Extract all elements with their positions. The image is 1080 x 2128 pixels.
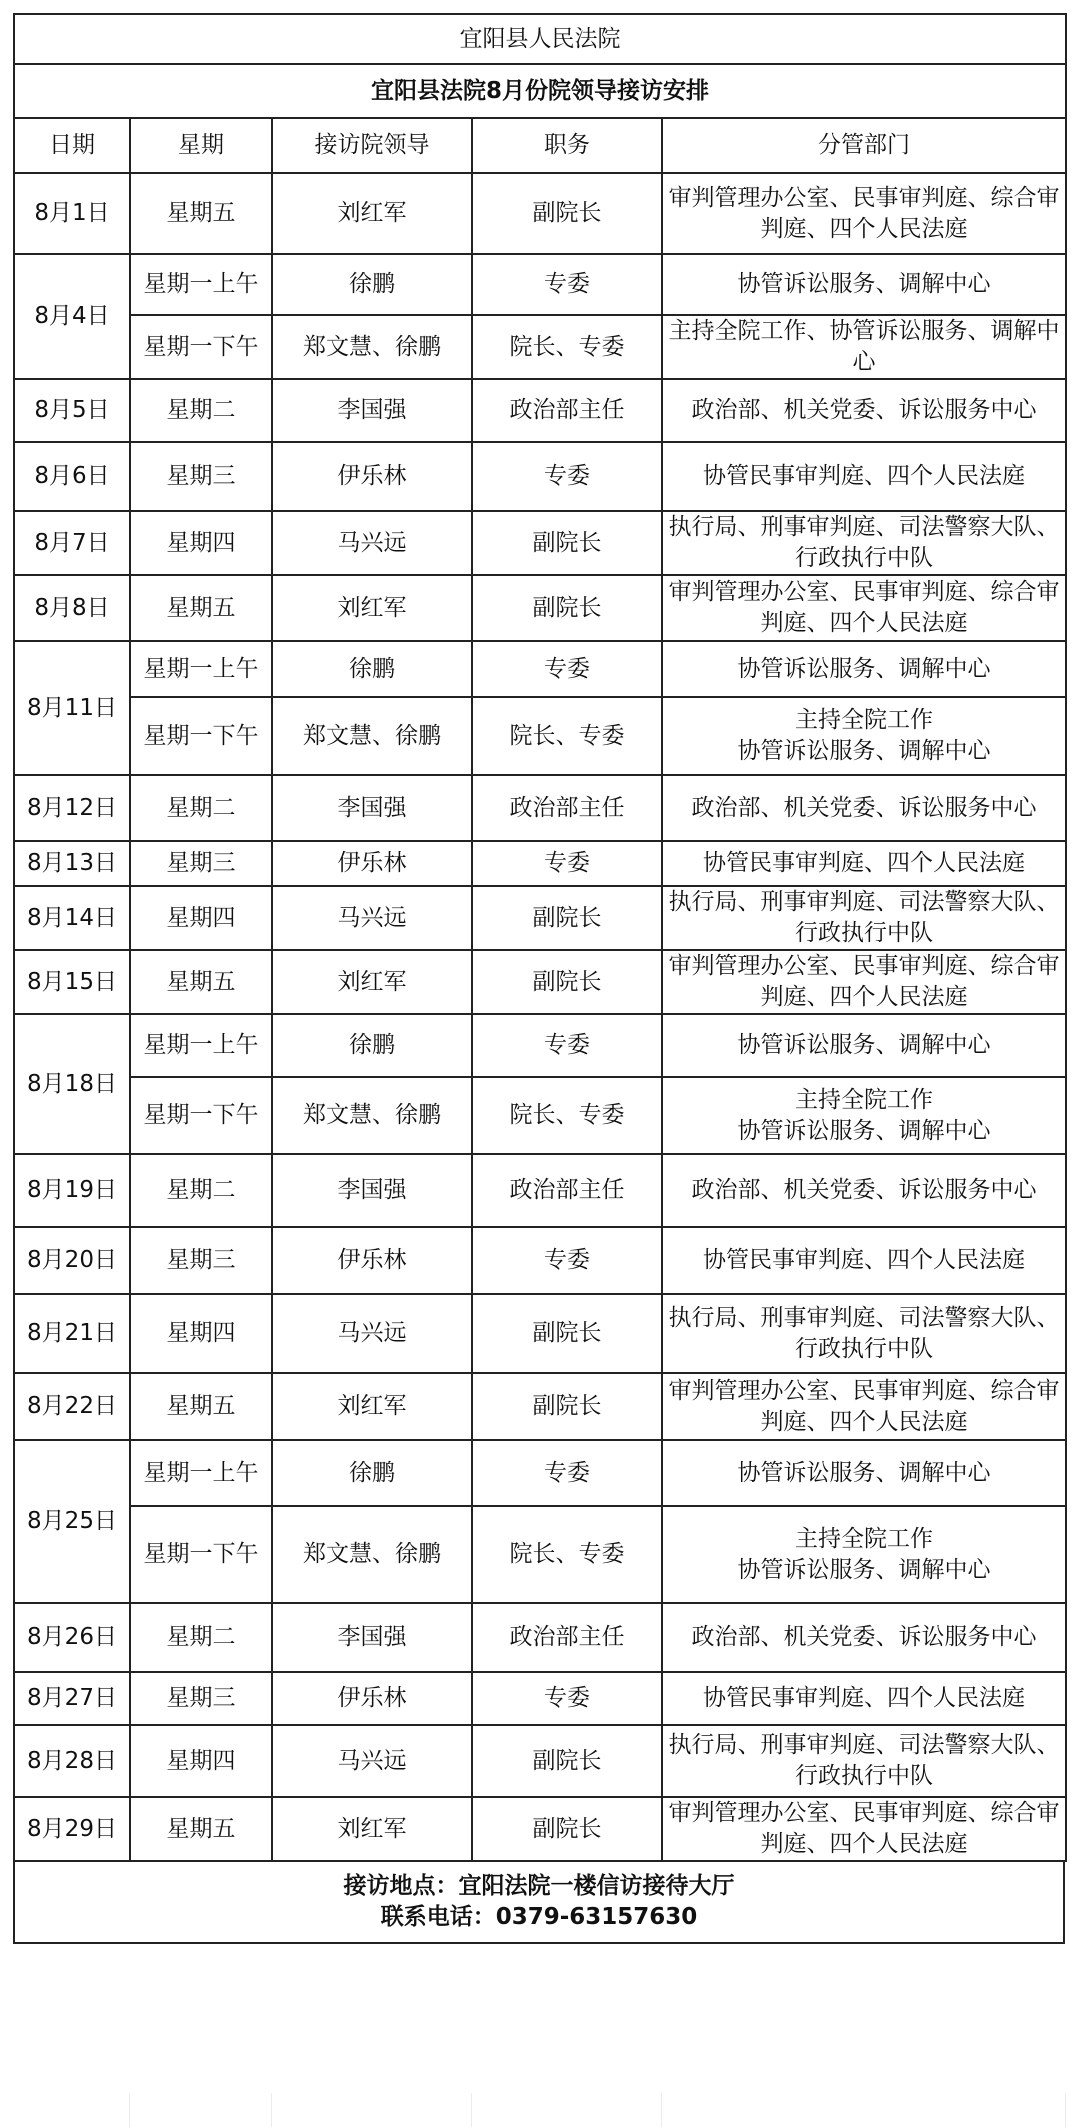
position-cell: 专委 (472, 1672, 662, 1725)
contact-info (14, 1861, 1064, 1943)
leader-cell: 徐鹏 (272, 1014, 472, 1077)
date-cell: 8月22日 (14, 1373, 130, 1440)
date-cell: 8月21日 (14, 1294, 130, 1373)
weekday-cell: 星期四 (130, 511, 272, 575)
footer-row (14, 1861, 1064, 1943)
header-position: 职务 (472, 118, 662, 173)
schedule-row (14, 886, 1066, 950)
leader-cell: 刘红军 (272, 1797, 472, 1861)
department-cell: 执行局、刑事审判庭、司法警察大队、行政执行中队 (662, 886, 1066, 950)
date-cell: 8月7日 (14, 511, 130, 575)
schedule-row (14, 1725, 1066, 1797)
weekday-cell: 星期一下午 (130, 1077, 272, 1154)
weekday-cell: 星期四 (130, 1294, 272, 1373)
position-cell: 政治部主任 (472, 775, 662, 841)
date-cell: 8月8日 (14, 575, 130, 641)
schedule-row (14, 1227, 1066, 1294)
position-cell: 副院长 (472, 1294, 662, 1373)
position-cell: 专委 (472, 254, 662, 315)
leader-cell: 郑文慧、徐鹏 (272, 697, 472, 775)
contact-phone: 联系电话：0379-63157630 (380, 1904, 698, 1930)
department-cell: 执行局、刑事审判庭、司法警察大队、行政执行中队 (662, 1725, 1066, 1797)
schedule-row (14, 1154, 1066, 1227)
date-cell: 8月25日 (14, 1440, 130, 1603)
weekday-cell: 星期五 (130, 950, 272, 1014)
department-cell: 审判管理办公室、民事审判庭、综合审判庭、四个人民法庭 (662, 173, 1066, 254)
weekday-cell: 星期三 (130, 841, 272, 886)
date-cell: 8月19日 (14, 1154, 130, 1227)
leader-cell: 刘红军 (272, 950, 472, 1014)
position-cell: 副院长 (472, 1725, 662, 1797)
position-cell: 副院长 (472, 1373, 662, 1440)
leader-cell: 李国强 (272, 775, 472, 841)
weekday-cell: 星期三 (130, 442, 272, 511)
position-cell: 专委 (472, 841, 662, 886)
department-cell: 协管诉讼服务、调解中心 (662, 254, 1066, 315)
leader-cell: 徐鹏 (272, 641, 472, 697)
department-cell: 政治部、机关党委、诉讼服务中心 (662, 1603, 1066, 1672)
header-department: 分管部门 (662, 118, 1066, 173)
department-cell: 协管诉讼服务、调解中心 (662, 1014, 1066, 1077)
schedule-row (14, 511, 1066, 575)
position-cell: 政治部主任 (472, 1154, 662, 1227)
department-cell: 政治部、机关党委、诉讼服务中心 (662, 379, 1066, 442)
date-cell: 8月4日 (14, 254, 130, 379)
reception-location: 接访地点：宜阳法院一楼信访接待大厅 (343, 1873, 735, 1899)
leader-cell: 马兴远 (272, 1294, 472, 1373)
schedule-row (14, 254, 1066, 315)
header-date: 日期 (14, 118, 130, 173)
weekday-cell: 星期四 (130, 886, 272, 950)
leader-cell: 郑文慧、徐鹏 (272, 1077, 472, 1154)
schedule-sheet (13, 13, 1065, 1944)
weekday-cell: 星期五 (130, 1373, 272, 1440)
weekday-cell: 星期五 (130, 575, 272, 641)
weekday-cell: 星期一上午 (130, 254, 272, 315)
weekday-cell: 星期一下午 (130, 315, 272, 379)
department-cell: 主持全院工作 协管诉讼服务、调解中心 (662, 1077, 1066, 1154)
position-cell: 院长、专委 (472, 1506, 662, 1603)
leader-cell: 伊乐林 (272, 1672, 472, 1725)
department-cell: 协管民事审判庭、四个人民法庭 (662, 841, 1066, 886)
leader-cell: 郑文慧、徐鹏 (272, 315, 472, 379)
leader-cell: 刘红军 (272, 173, 472, 254)
position-cell: 专委 (472, 442, 662, 511)
leader-cell: 李国强 (272, 1603, 472, 1672)
schedule-row (14, 1077, 1066, 1154)
leader-cell: 伊乐林 (272, 442, 472, 511)
weekday-cell: 星期二 (130, 1603, 272, 1672)
schedule-row (14, 1506, 1066, 1603)
leader-cell: 马兴远 (272, 511, 472, 575)
leader-cell: 马兴远 (272, 886, 472, 950)
weekday-cell: 星期二 (130, 1154, 272, 1227)
leader-cell: 刘红军 (272, 575, 472, 641)
schedule-row (14, 173, 1066, 254)
position-cell: 院长、专委 (472, 1077, 662, 1154)
schedule-row (14, 641, 1066, 697)
position-cell: 副院长 (472, 173, 662, 254)
date-cell: 8月20日 (14, 1227, 130, 1294)
date-cell: 8月29日 (14, 1797, 130, 1861)
leader-cell: 刘红军 (272, 1373, 472, 1440)
schedule-row (14, 950, 1066, 1014)
position-cell: 政治部主任 (472, 379, 662, 442)
weekday-cell: 星期四 (130, 1725, 272, 1797)
leader-cell: 李国强 (272, 379, 472, 442)
department-cell: 主持全院工作、协管诉讼服务、调解中心 (662, 315, 1066, 379)
department-cell: 政治部、机关党委、诉讼服务中心 (662, 775, 1066, 841)
date-cell: 8月14日 (14, 886, 130, 950)
schedule-row (14, 379, 1066, 442)
weekday-cell: 星期五 (130, 173, 272, 254)
header-row (14, 118, 1066, 173)
department-cell: 执行局、刑事审判庭、司法警察大队、行政执行中队 (662, 1294, 1066, 1373)
date-cell: 8月28日 (14, 1725, 130, 1797)
date-cell: 8月12日 (14, 775, 130, 841)
date-cell: 8月1日 (14, 173, 130, 254)
position-cell: 院长、专委 (472, 315, 662, 379)
weekday-cell: 星期一下午 (130, 1506, 272, 1603)
subtitle-row (14, 64, 1066, 118)
weekday-cell: 星期二 (130, 775, 272, 841)
department-cell: 主持全院工作 协管诉讼服务、调解中心 (662, 697, 1066, 775)
schedule-row (14, 1373, 1066, 1440)
department-cell: 政治部、机关党委、诉讼服务中心 (662, 1154, 1066, 1227)
schedule-row (14, 1797, 1066, 1861)
footer-table (13, 1860, 1065, 1944)
schedule-table (13, 13, 1067, 1862)
leader-cell: 马兴远 (272, 1725, 472, 1797)
leader-cell: 徐鹏 (272, 1440, 472, 1506)
header-weekday: 星期 (130, 118, 272, 173)
weekday-cell: 星期一上午 (130, 1014, 272, 1077)
date-cell: 8月5日 (14, 379, 130, 442)
position-cell: 副院长 (472, 575, 662, 641)
page-title: 宜阳县人民法院 (14, 14, 1066, 64)
date-cell: 8月6日 (14, 442, 130, 511)
department-cell: 执行局、刑事审判庭、司法警察大队、行政执行中队 (662, 511, 1066, 575)
weekday-cell: 星期五 (130, 1797, 272, 1861)
schedule-row (14, 442, 1066, 511)
position-cell: 专委 (472, 1014, 662, 1077)
department-cell: 主持全院工作 协管诉讼服务、调解中心 (662, 1506, 1066, 1603)
weekday-cell: 星期一上午 (130, 641, 272, 697)
header-leader: 接访院领导 (272, 118, 472, 173)
department-cell: 协管诉讼服务、调解中心 (662, 641, 1066, 697)
date-cell: 8月15日 (14, 950, 130, 1014)
date-cell: 8月13日 (14, 841, 130, 886)
department-cell: 审判管理办公室、民事审判庭、综合审判庭、四个人民法庭 (662, 950, 1066, 1014)
weekday-cell: 星期二 (130, 379, 272, 442)
schedule-row (14, 1014, 1066, 1077)
date-cell: 8月27日 (14, 1672, 130, 1725)
weekday-cell: 星期一上午 (130, 1440, 272, 1506)
position-cell: 专委 (472, 1440, 662, 1506)
schedule-row (14, 697, 1066, 775)
schedule-row (14, 315, 1066, 379)
schedule-row (14, 775, 1066, 841)
schedule-row (14, 1603, 1066, 1672)
position-cell: 专委 (472, 1227, 662, 1294)
weekday-cell: 星期三 (130, 1227, 272, 1294)
leader-cell: 伊乐林 (272, 1227, 472, 1294)
department-cell: 审判管理办公室、民事审判庭、综合审判庭、四个人民法庭 (662, 1797, 1066, 1861)
schedule-row (14, 1440, 1066, 1506)
department-cell: 审判管理办公室、民事审判庭、综合审判庭、四个人民法庭 (662, 1373, 1066, 1440)
leader-cell: 伊乐林 (272, 841, 472, 886)
position-cell: 院长、专委 (472, 697, 662, 775)
position-cell: 政治部主任 (472, 1603, 662, 1672)
title-row (14, 14, 1066, 64)
position-cell: 副院长 (472, 511, 662, 575)
weekday-cell: 星期一下午 (130, 697, 272, 775)
leader-cell: 李国强 (272, 1154, 472, 1227)
empty-grid-tail (13, 2093, 1065, 2127)
date-cell: 8月11日 (14, 641, 130, 775)
schedule-row (14, 1294, 1066, 1373)
schedule-row (14, 1672, 1066, 1725)
weekday-cell: 星期三 (130, 1672, 272, 1725)
position-cell: 副院长 (472, 1797, 662, 1861)
date-cell: 8月26日 (14, 1603, 130, 1672)
department-cell: 审判管理办公室、民事审判庭、综合审判庭、四个人民法庭 (662, 575, 1066, 641)
leader-cell: 徐鹏 (272, 254, 472, 315)
schedule-row (14, 575, 1066, 641)
department-cell: 协管诉讼服务、调解中心 (662, 1440, 1066, 1506)
department-cell: 协管民事审判庭、四个人民法庭 (662, 1227, 1066, 1294)
leader-cell: 郑文慧、徐鹏 (272, 1506, 472, 1603)
department-cell: 协管民事审判庭、四个人民法庭 (662, 1672, 1066, 1725)
schedule-row (14, 841, 1066, 886)
schedule-subtitle: 宜阳县法院8月份院领导接访安排 (14, 64, 1066, 118)
position-cell: 副院长 (472, 886, 662, 950)
date-cell: 8月18日 (14, 1014, 130, 1154)
department-cell: 协管民事审判庭、四个人民法庭 (662, 442, 1066, 511)
position-cell: 副院长 (472, 950, 662, 1014)
position-cell: 专委 (472, 641, 662, 697)
